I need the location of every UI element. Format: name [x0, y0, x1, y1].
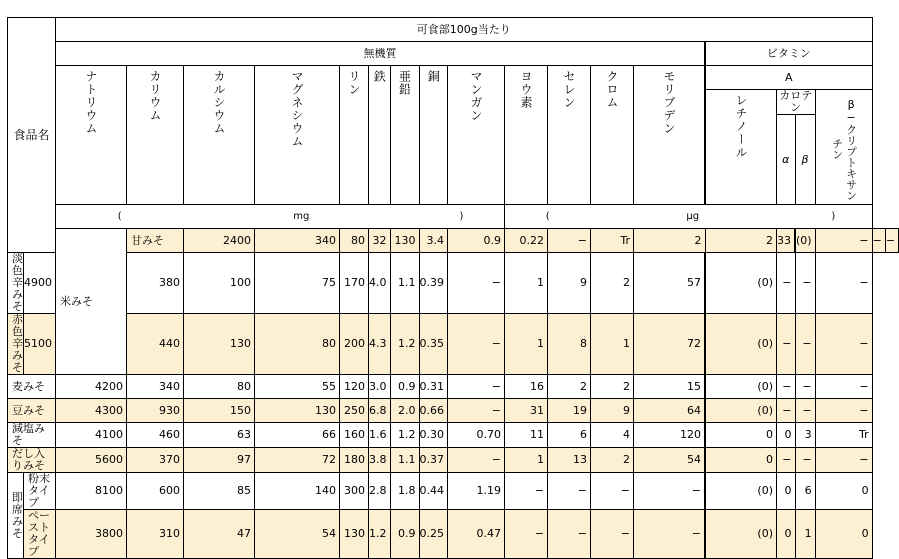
value-cell-crypto: −: [815, 399, 872, 423]
value-cell-beta: −: [795, 399, 815, 423]
value-cell-mo: 57: [634, 253, 706, 314]
vitamins-header: ビタミン: [705, 42, 872, 66]
value-cell-fe: 1.6: [369, 423, 391, 448]
value-cell-fe: 1.2: [369, 510, 391, 559]
value-cell-se: 9: [548, 253, 591, 314]
food-label: 豆みそ: [8, 399, 56, 423]
value-cell-retinol: (0): [795, 229, 815, 253]
col-header-i: ヨウ素: [505, 66, 548, 205]
value-cell-retinol: 0: [705, 423, 777, 448]
value-cell-k: 310: [127, 510, 184, 559]
value-cell-p: 130: [390, 229, 419, 253]
value-cell-i: 11: [505, 423, 548, 448]
col-header-beta: β: [795, 115, 815, 205]
value-cell-cu: 0.31: [419, 375, 448, 399]
value-cell-fe: 6.8: [369, 399, 391, 423]
value-cell-cr: 2: [591, 375, 634, 399]
value-cell-i: −: [505, 510, 548, 559]
value-cell-beta: 6: [795, 473, 815, 510]
value-cell-na: 8100: [56, 473, 127, 510]
value-cell-mg: 55: [255, 375, 340, 399]
food-subtype-label: 赤色辛みそ: [8, 314, 24, 375]
value-cell-mg: 80: [255, 314, 340, 375]
value-cell-mo: 15: [634, 375, 706, 399]
value-cell-mn: −: [448, 253, 505, 314]
value-cell-mo: −: [634, 473, 706, 510]
value-cell-zn: 0.9: [390, 375, 419, 399]
value-cell-i: 1: [505, 314, 548, 375]
value-cell-p: 170: [340, 253, 369, 314]
value-cell-alpha: −: [777, 448, 796, 473]
value-cell-i: Tr: [591, 229, 634, 253]
value-cell-zn: 0.9: [448, 229, 505, 253]
value-cell-k: 380: [127, 253, 184, 314]
value-cell-se: 13: [548, 448, 591, 473]
table-row: [8, 253, 899, 314]
food-subtype-label: ペーストタイプ: [24, 510, 56, 559]
value-cell-retinol: (0): [705, 375, 777, 399]
value-cell-i: 1: [505, 448, 548, 473]
value-cell-zn: 1.8: [390, 473, 419, 510]
value-cell-mg: 75: [255, 253, 340, 314]
col-header-alpha: α: [777, 115, 796, 205]
food-label: 麦みそ: [8, 375, 56, 399]
col-header-se: セレン: [548, 66, 591, 205]
col-header-crypto: β−クリプトキサンチン: [815, 90, 872, 205]
col-header-retinol: レチノール: [705, 90, 777, 205]
value-cell-retinol: 0: [705, 448, 777, 473]
value-cell-cr: −: [591, 473, 634, 510]
value-cell-p: 250: [340, 399, 369, 423]
value-cell-mo: 33: [777, 229, 796, 253]
table-row: [8, 423, 899, 448]
value-cell-mg: 130: [255, 399, 340, 423]
food-label: だし入りみそ: [8, 448, 56, 473]
value-cell-fe: 4.0: [369, 253, 391, 314]
unit-mg: mg: [184, 205, 420, 229]
value-cell-fe: 2.8: [369, 473, 391, 510]
value-cell-crypto: 0: [815, 510, 872, 559]
unit-open-ug: (: [505, 205, 591, 229]
unit-close-ug: ): [795, 205, 872, 229]
value-cell-alpha: −: [815, 229, 872, 253]
value-cell-zn: 1.2: [390, 423, 419, 448]
col-header-fe: 鉄: [369, 66, 391, 205]
value-cell-na: 5100: [24, 314, 56, 375]
value-cell-cr: 2: [705, 229, 777, 253]
value-cell-se: 2: [634, 229, 706, 253]
value-cell-crypto: 0: [815, 473, 872, 510]
value-cell-se: −: [548, 510, 591, 559]
value-cell-cu: 0.66: [419, 399, 448, 423]
value-cell-mn: 1.19: [448, 473, 505, 510]
value-cell-alpha: −: [777, 253, 796, 314]
food-subtype-label: 粉末タイプ: [24, 473, 56, 510]
food-label: 減塩みそ: [8, 423, 56, 448]
value-cell-retinol: (0): [705, 253, 777, 314]
col-header-mo: モリブデン: [634, 66, 706, 205]
value-cell-alpha: 0: [777, 510, 796, 559]
value-cell-k: 600: [127, 473, 184, 510]
value-cell-beta: −: [872, 229, 885, 253]
unit-close-mg: ): [419, 205, 505, 229]
value-cell-se: −: [548, 473, 591, 510]
value-cell-zn: 2.0: [390, 399, 419, 423]
value-cell-na: 5600: [56, 448, 127, 473]
carotene-header: カロテン: [777, 90, 816, 115]
value-cell-cr: 2: [591, 448, 634, 473]
value-cell-na: 4100: [56, 423, 127, 448]
value-cell-mn: −: [448, 399, 505, 423]
value-cell-p: 300: [340, 473, 369, 510]
nutrition-table-container: [7, 17, 899, 559]
value-cell-beta: −: [795, 253, 815, 314]
col-header-p: リン: [340, 66, 369, 205]
value-cell-crypto: −: [885, 229, 898, 253]
value-cell-crypto: −: [815, 375, 872, 399]
value-cell-mg: 32: [369, 229, 391, 253]
value-cell-cu: 0.35: [419, 314, 448, 375]
value-cell-cu: 0.22: [505, 229, 548, 253]
group-label: 米みそ: [56, 229, 127, 375]
col-header-k: カリウム: [127, 66, 184, 205]
value-cell-ca: 150: [184, 399, 255, 423]
value-cell-crypto: −: [815, 253, 872, 314]
value-cell-se: 19: [548, 399, 591, 423]
value-cell-beta: −: [795, 314, 815, 375]
value-cell-retinol: (0): [705, 314, 777, 375]
value-cell-fe: 3.0: [369, 375, 391, 399]
value-cell-na: 2400: [184, 229, 255, 253]
value-cell-ca: 85: [184, 473, 255, 510]
value-cell-ca: 130: [184, 314, 255, 375]
value-cell-p: 120: [340, 375, 369, 399]
unit-ug: μg: [591, 205, 796, 229]
value-cell-cu: 0.25: [419, 510, 448, 559]
unit-open-mg: (: [56, 205, 184, 229]
value-cell-cu: 0.39: [419, 253, 448, 314]
value-cell-cr: 2: [591, 253, 634, 314]
value-cell-se: 2: [548, 375, 591, 399]
value-cell-ca: 63: [184, 423, 255, 448]
value-cell-i: −: [505, 473, 548, 510]
value-cell-mg: 54: [255, 510, 340, 559]
value-cell-fe: 3.4: [419, 229, 448, 253]
food-subtype-label: 甘みそ: [127, 229, 184, 253]
value-cell-cr: 1: [591, 314, 634, 375]
food-subtype-label: 淡色辛みそ: [8, 253, 24, 314]
value-cell-ca: 100: [184, 253, 255, 314]
col-header-mg: マグネシウム: [255, 66, 340, 205]
value-cell-mo: 72: [634, 314, 706, 375]
table-row: [8, 448, 899, 473]
value-cell-cr: 4: [591, 423, 634, 448]
value-cell-p: 180: [340, 448, 369, 473]
value-cell-cr: 9: [591, 399, 634, 423]
value-cell-mo: 120: [634, 423, 706, 448]
value-cell-se: 6: [548, 423, 591, 448]
value-cell-ca: 97: [184, 448, 255, 473]
nutrition-table: [7, 17, 899, 559]
value-cell-beta: 3: [795, 423, 815, 448]
value-cell-fe: 4.3: [369, 314, 391, 375]
value-cell-na: 3800: [56, 510, 127, 559]
value-cell-mn: −: [448, 448, 505, 473]
value-cell-mn: 0.47: [448, 510, 505, 559]
value-cell-mo: −: [634, 510, 706, 559]
value-cell-mg: 140: [255, 473, 340, 510]
table-row: [8, 375, 899, 399]
value-cell-zn: 1.1: [390, 448, 419, 473]
value-cell-mn: −: [548, 229, 591, 253]
value-cell-retinol: (0): [705, 473, 777, 510]
value-cell-zn: 1.2: [390, 314, 419, 375]
value-cell-retinol: (0): [705, 399, 777, 423]
value-cell-fe: 3.8: [369, 448, 391, 473]
value-cell-ca: 80: [184, 375, 255, 399]
value-cell-alpha: 0: [777, 423, 796, 448]
value-cell-k: 460: [127, 423, 184, 448]
group-label: 即席みそ: [8, 473, 24, 559]
value-cell-p: 160: [340, 423, 369, 448]
col-header-cr: クロム: [591, 66, 634, 205]
value-cell-na: 4200: [56, 375, 127, 399]
value-cell-alpha: −: [777, 375, 796, 399]
value-cell-cu: 0.44: [419, 473, 448, 510]
value-cell-crypto: −: [815, 314, 872, 375]
value-cell-mg: 66: [255, 423, 340, 448]
value-cell-cu: 0.37: [419, 448, 448, 473]
value-cell-cr: −: [591, 510, 634, 559]
value-cell-k: 370: [127, 448, 184, 473]
value-cell-beta: 1: [795, 510, 815, 559]
value-cell-ca: 80: [340, 229, 369, 253]
value-cell-alpha: −: [777, 399, 796, 423]
value-cell-cu: 0.30: [419, 423, 448, 448]
value-cell-retinol: (0): [705, 510, 777, 559]
table-row: [8, 229, 899, 253]
value-cell-mg: 72: [255, 448, 340, 473]
value-cell-i: 31: [505, 399, 548, 423]
value-cell-k: 340: [255, 229, 340, 253]
value-cell-k: 440: [127, 314, 184, 375]
col-header-mn: マンガン: [448, 66, 505, 205]
value-cell-i: 16: [505, 375, 548, 399]
col-header-zn: 亜鉛: [390, 66, 419, 205]
value-cell-k: 340: [127, 375, 184, 399]
minerals-header: 無機質: [56, 42, 706, 66]
value-cell-mn: −: [448, 375, 505, 399]
value-cell-crypto: −: [815, 448, 872, 473]
value-cell-mo: 54: [634, 448, 706, 473]
table-row: [8, 399, 899, 423]
food-name-header: 食品名: [8, 18, 56, 253]
value-cell-i: 1: [505, 253, 548, 314]
value-cell-mo: 64: [634, 399, 706, 423]
value-cell-beta: −: [795, 375, 815, 399]
col-header-ca: カルシウム: [184, 66, 255, 205]
value-cell-zn: 1.1: [390, 253, 419, 314]
table-row: [8, 510, 899, 559]
value-cell-mn: 0.70: [448, 423, 505, 448]
value-cell-k: 930: [127, 399, 184, 423]
basis-header: 可食部100g当たり: [56, 18, 873, 42]
col-header-na: ナトリウム: [56, 66, 127, 205]
value-cell-na: 4300: [56, 399, 127, 423]
value-cell-alpha: −: [777, 314, 796, 375]
value-cell-alpha: 0: [777, 473, 796, 510]
table-row: [8, 314, 899, 375]
value-cell-beta: −: [795, 448, 815, 473]
value-cell-se: 8: [548, 314, 591, 375]
value-cell-na: 4900: [24, 253, 56, 314]
vitamin-a-header: A: [705, 66, 872, 90]
value-cell-p: 200: [340, 314, 369, 375]
value-cell-crypto: Tr: [815, 423, 872, 448]
value-cell-p: 130: [340, 510, 369, 559]
table-row: [8, 473, 899, 510]
value-cell-ca: 47: [184, 510, 255, 559]
value-cell-mn: −: [448, 314, 505, 375]
col-header-cu: 銅: [419, 66, 448, 205]
value-cell-zn: 0.9: [390, 510, 419, 559]
